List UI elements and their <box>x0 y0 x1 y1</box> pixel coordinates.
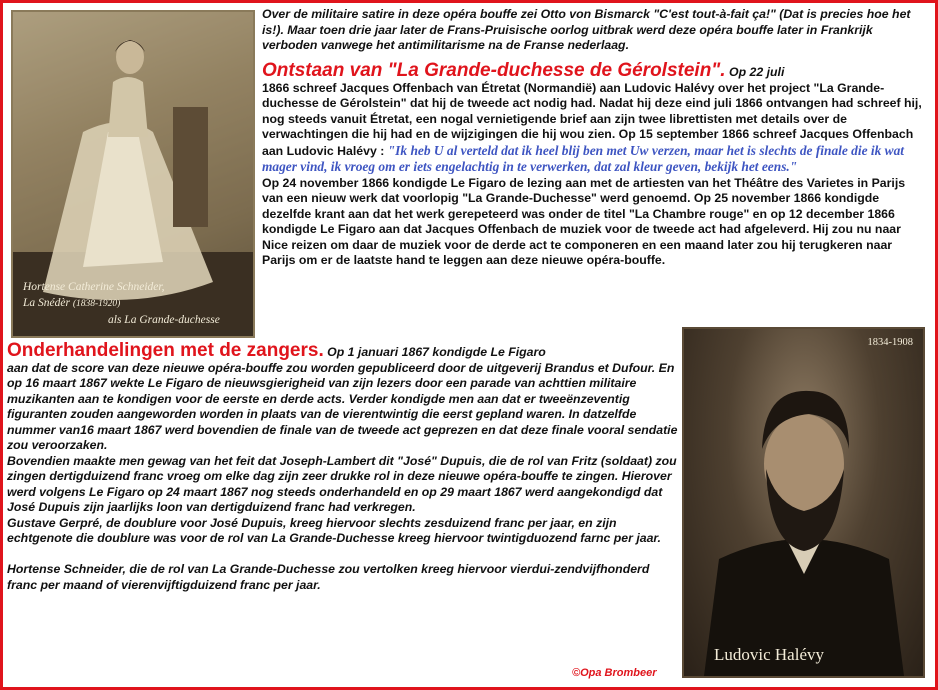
portrait-hortense-schneider <box>11 10 255 338</box>
intro-paragraph: Over de militaire satire in deze opéra bouffe zei Otto von Bismarck "C'est tout-à-fait ça!" (Dat is precies hoe het is!). Maar toen drie jaar later de Frans-Pruisische oorlog uitbrak werd deze opéra bouffe later in Frankrijk verboden vanwege het antimilitarisme na de Franse nederlaag. <box>262 7 911 52</box>
offenbach-quote: "Ik heb U al verteld dat ik heel blij ben met Uw verzen, maar het is slechts de finale die ik wat mager vind, ik vroeg om er iets engelachtig in te verwerken, dat zal kleur geven, bekijk het eens." <box>262 142 904 174</box>
section-2-paragraph-2: Bovendien maakte men gewag van het feit dat Joseph-Lambert dit "José" Dupuis, die de rol van Fritz (soldaat) zou zingen dertigduizend franc vroeg om elke dag zijn zeer drukke rol in deze nieuwe opéra-bouffe te zingen. Hierover werd volgens Le Figaro op 24 maart 1867 nog steeds onderhandeld en op 29 maart 1867 werd aangekondigd dat José Dupuis zijn jaarlijks loon van dertigduizend franc had verkregen. <box>7 453 677 514</box>
section-2-paragraph-3: Gustave Gerpré, de doublure voor José Dupuis, kreeg hiervoor slechts zesduizend franc per jaar, en zijn echtgenote die doublure was voor de rol van La Grande-Duchesse kreeg hiervoor twintigduozend farnc per jaar. <box>7 515 661 545</box>
section-1-heading: Ontstaan van "La Grande-duchesse de Gérolstein". <box>262 60 726 81</box>
section-2-heading: Onderhandelingen met de zangers. <box>7 340 324 361</box>
portrait-man-illustration <box>684 329 923 676</box>
caption-stage-name: La Snédèr <box>23 297 70 309</box>
caption-line-2 <box>23 297 120 309</box>
section-1-lead: Op 22 juli <box>725 65 785 79</box>
section-2-body: aan dat de score van deze nieuwe opéra-bouffe zou worden gepubliceerd door de uitgeverij Brandus et Dufour. En op 16 maart 1867 wekte Le Figaro de nieuwsgierigheid van zijn lezers door een parade van achttien militaire muzikanten aan te kondigen voor de eerste en derde acts. Verder kondigde men aan dat er tweeënzeventig figuranten zouden aangeworden worden in plaats van de vierentwintig die eerst gepland waren. In datzelfde nummer van16 maart 1867 werd bovendien de finale van de tweede act geprezen en dat deze finale vooral sendatie zou veroorzaken. <box>7 360 678 452</box>
caption-line-3: als La Grande-duchesse <box>108 314 220 326</box>
halevy-years: 1834-1908 <box>867 337 913 348</box>
caption-line-1: Hortense Catherine Schneider, <box>23 281 165 293</box>
portrait-ludovic-halevy <box>682 327 925 678</box>
section-1 <box>262 60 928 269</box>
copyright-credit: ©Opa Brombeer <box>572 667 657 679</box>
section-2-lead: Op 1 januari 1867 kondigde Le Figaro <box>323 345 546 359</box>
section-2-paragraph-4: Hortense Schneider, die de rol van La Grande-Duchesse zou vertolken kreeg hiervoor vierdui-zendvijfhonderd franc per maand of vierenvijftigduizend franc per jaar. <box>7 562 650 592</box>
section-2 <box>7 340 679 593</box>
halevy-name: Ludovic Halévy <box>714 645 824 664</box>
caption-years: (1838-1920) <box>72 299 121 309</box>
section-1-body-2: Op 24 november 1866 kondigde Le Figaro de lezing aan met de artiesten van het Théâtre des Varietes in Parijs van een nieuw werk dat voorlopig "La Grande-Duchesse" werd genoemd. Op 25 november 1866 kondigde dezelfde krant aan dat het werk gerepeteerd was onder de titel "La Chambre rouge" en op 12 december 1866 kondigde Le Figaro aan dat Jacques Offenbach de muziek voor de tweede act had afgeleverd. Hij zou nu naar Nice reizen om daar de muziek voor de derde act te componeren en een maand later zou hij terugkeren naar Parijs om er de laatste hand te leggen aan deze nieuwe opéra-bouffe. <box>262 175 906 267</box>
section-1-body: 1866 schreef Jacques Offenbach van Étretat (Normandië) aan Ludovic Halévy over het project "La Grande-duchesse de Gérolstein" dat hij de tweede act nodig had. Nadat hij deze eind juli 1866 ontvangen had schreef hij, nog steeds vanuit Étretat, een nogal vernietigende brief aan zijn twee librettisten met details over de verwachtingen die hij had en de wijzigingen die hij wou zien. Op 15 september 1866 schreef Jacques Offenbach aan Ludovic Halévy : <box>262 80 922 158</box>
